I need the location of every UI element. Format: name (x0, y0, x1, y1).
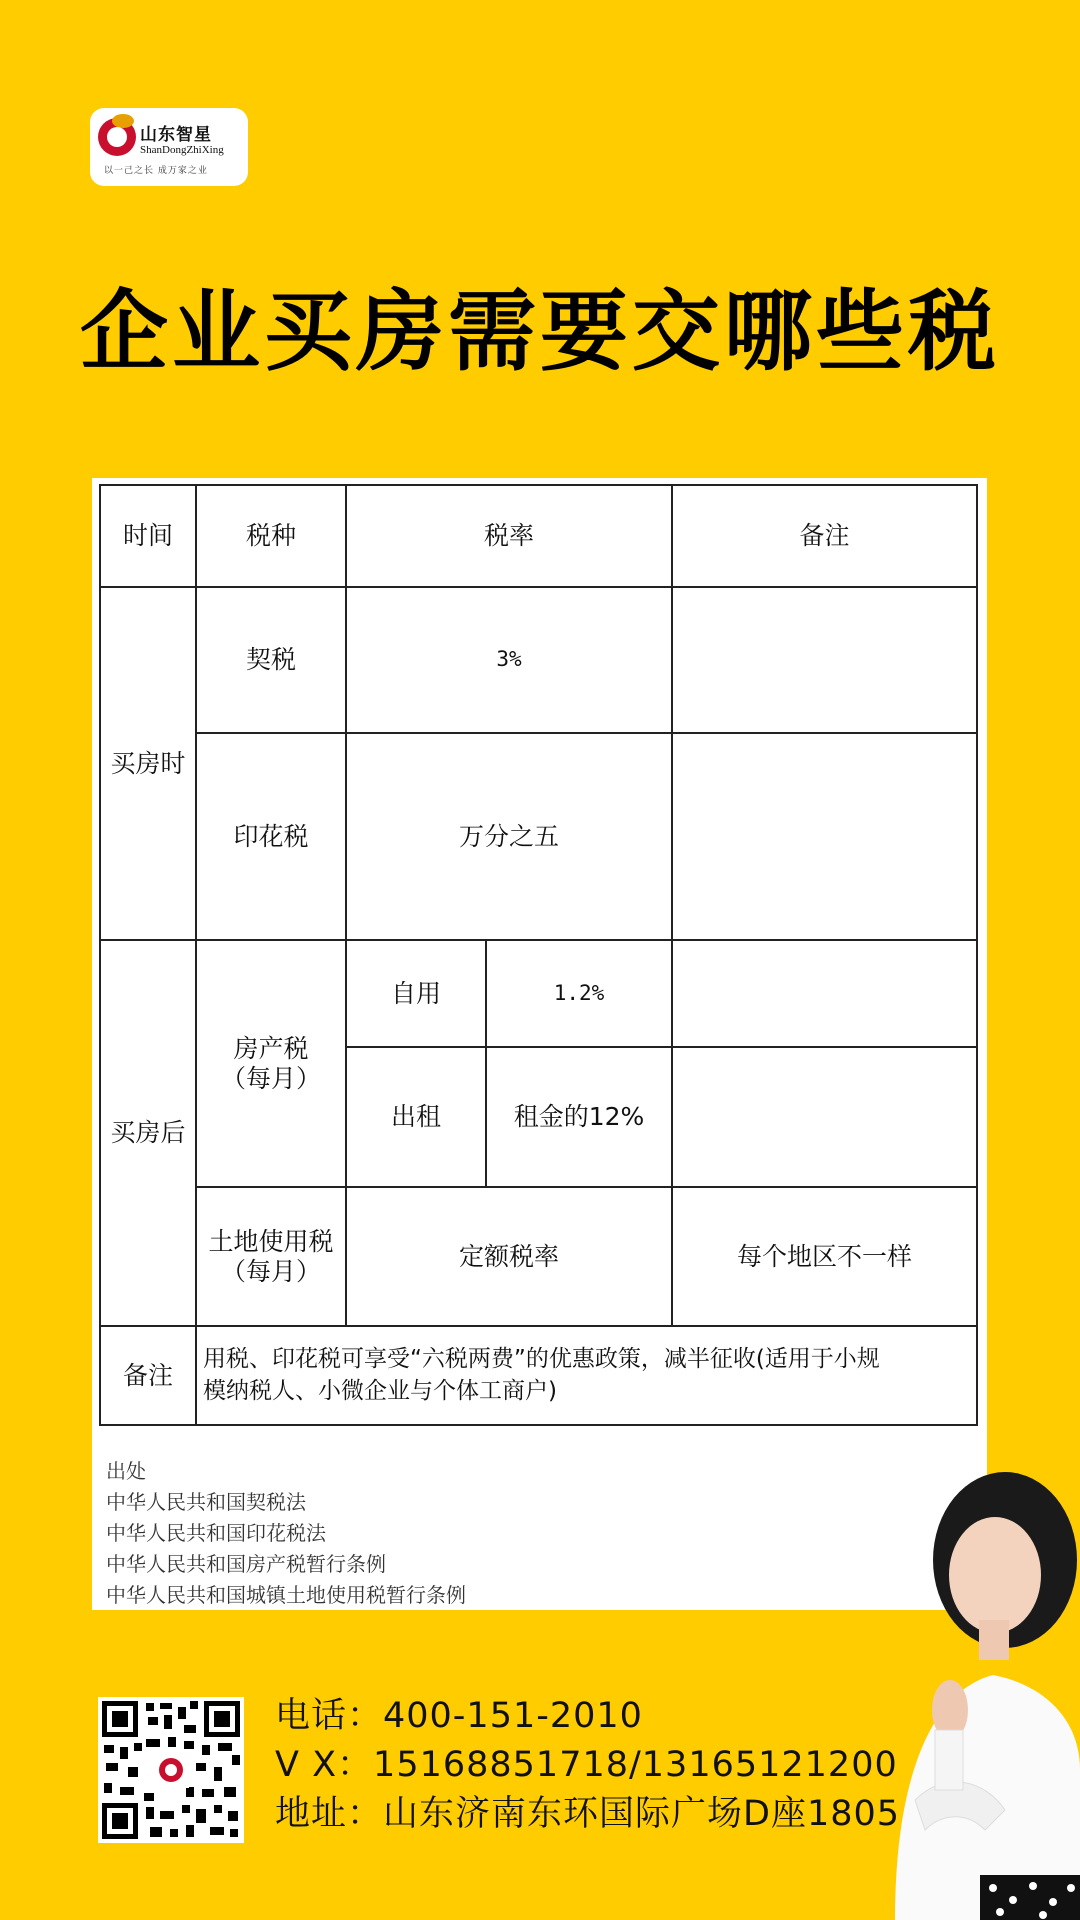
self-use-label: 自用 (346, 940, 486, 1047)
note-label: 备注 (100, 1326, 196, 1425)
land-tax-label: 土地使用税 (208, 1226, 334, 1256)
contact-phone: 电话：400-151-2010 (275, 1696, 643, 1736)
self-use-rate: 1.2% (486, 940, 672, 1047)
deed-tax-remark (672, 587, 977, 733)
land-tax-rate: 定额税率 (346, 1187, 672, 1326)
table-row (100, 1187, 977, 1326)
presenter-photo (875, 1470, 1080, 1920)
tax-card (92, 478, 987, 1610)
source-item: 中华人民共和国城镇土地使用税暂行条例 (106, 1583, 466, 1607)
note-line-1: 用税、印花税可享受“六税两费”的优惠政策，减半征收(适用于小规 (203, 1346, 880, 1373)
buy-time-cell: 买房时 (100, 587, 196, 940)
header-remark: 备注 (672, 485, 977, 587)
page-title: 企业买房需要交哪些税 (79, 280, 1000, 383)
table-row (100, 587, 977, 733)
qr-code (98, 1697, 244, 1843)
rent-label: 出租 (346, 1047, 486, 1187)
deed-tax-name: 契税 (196, 587, 346, 733)
stamp-tax-remark (672, 733, 977, 940)
source-item: 中华人民共和国房产税暂行条例 (106, 1552, 386, 1576)
note-line-2: 模纳税人、小微企业与个体工商户) (203, 1377, 557, 1404)
sources-list (106, 1456, 466, 1611)
table-row (100, 1326, 977, 1425)
rent-rate: 租金的12% (486, 1047, 672, 1187)
contact-info (275, 1692, 900, 1839)
source-item: 中华人民共和国印花税法 (106, 1521, 326, 1545)
after-buy-cell: 买房后 (100, 940, 196, 1326)
property-tax-label: 房产税 (233, 1033, 309, 1063)
note-text (196, 1326, 977, 1425)
land-tax-period: （每月） (220, 1256, 321, 1286)
property-tax-name (196, 940, 346, 1187)
logo-name: 山东智星 (140, 125, 212, 145)
land-tax-name (196, 1187, 346, 1326)
rent-remark (672, 1047, 977, 1187)
contact-wechat: V X：15168851718/13165121200 (275, 1745, 898, 1785)
table-row (100, 733, 977, 940)
logo-slogan: 以一己之长 成万家之业 (104, 166, 208, 176)
contact-address: 地址：山东济南东环国际广场D座1805 (275, 1794, 901, 1834)
source-item: 中华人民共和国契税法 (106, 1490, 306, 1514)
sources-heading: 出处 (106, 1459, 146, 1483)
table-header-row (100, 485, 977, 587)
deed-tax-rate: 3% (346, 587, 672, 733)
logo-mark-icon (98, 118, 136, 156)
self-use-remark (672, 940, 977, 1047)
stamp-tax-name: 印花税 (196, 733, 346, 940)
land-tax-remark: 每个地区不一样 (672, 1187, 977, 1326)
header-time: 时间 (100, 485, 196, 587)
stamp-tax-rate: 万分之五 (346, 733, 672, 940)
logo-pinyin: ShanDongZhiXing (140, 144, 224, 156)
property-tax-period: （每月） (220, 1063, 321, 1093)
tax-table (99, 484, 978, 1426)
header-rate: 税率 (346, 485, 672, 587)
header-tax-type: 税种 (196, 485, 346, 587)
qr-code-icon (98, 1697, 244, 1843)
company-logo (90, 108, 248, 186)
table-row (100, 940, 977, 1047)
